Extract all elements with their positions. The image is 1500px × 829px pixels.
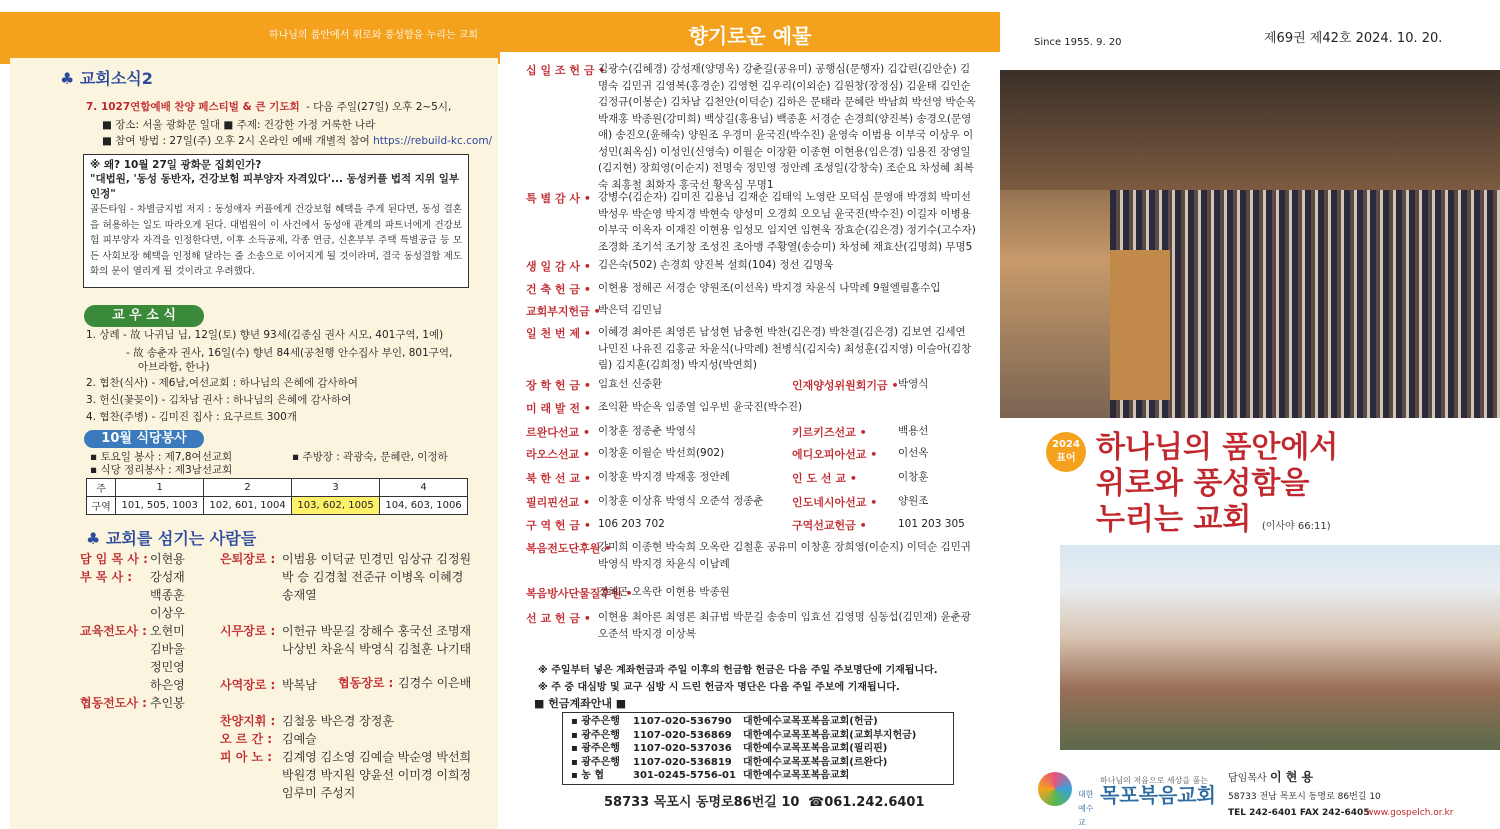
staff-role [80, 640, 150, 658]
account-holder: 대한예수교목포복음교회(르완다) [743, 756, 888, 768]
motto [1096, 430, 1338, 545]
middle-panel [500, 0, 1000, 829]
elder-role: 오 르 간 : [220, 732, 273, 746]
account-holder: 대한예수교목포복음교회(헌금) [743, 716, 878, 727]
elder-name: 임루미 주성지 [282, 786, 356, 800]
elder-role: 시무장로 : [220, 624, 276, 638]
account-number: 1107-020-536819 [633, 756, 732, 768]
elder-role [220, 568, 282, 586]
staff-name: 이상우 [150, 606, 185, 620]
issue: 제69권 제42호 2024. 10. 20. [1264, 31, 1443, 46]
offering-label: 인도네시아선교 • [792, 496, 878, 509]
offering-title: 향기로운 예물 [688, 24, 812, 48]
elder-name: 김계영 김소영 김예슬 박순영 박선희 [282, 750, 472, 764]
account-box [562, 712, 954, 785]
gyowu-item-4: 4. 협찬(주병) - 김미진 집사 : 요구르트 300개 [86, 411, 297, 423]
serve-title: ♣ 교회를 섬기는 사람들 [86, 529, 257, 548]
why-box [83, 154, 469, 288]
offering-names: 김광수(김혜경) 강성재(양명옥) 강춘길(공유미) 공행심(문행자) 김갑린(김안순) 김명숙 김민귀 김영복(홍경순) 김영현 김우리(이외순) 김원창(장정심) 김윤태 김인순 김정규(이봉순) 김차남 김천안(이덕순) 김하은 문태라 문혜란 박남희 박선영 박순옥 박재홍 박종원(강미희) 백상길(홍용님) 백종훈 서경순 손경희(양진복) 송경오(문영애) 송진오(윤해숙) 양원조 우경미 윤국진(박수진) 윤영숙 이범용 이부국 이상우 이성민(최옥심) 이성인(신영숙) 이월순 이장환 이종현 이현용(임은경) 임용진 장영일(김지현) 장희영(이순지) 전명숙 정민영 정안례 조성일(강창숙) 조순요 차성혜 최복숙 최홍철 최화자 홍국선 황옥심 무명1 [598, 63, 976, 191]
why-quote: "대법원, '동성 동반자, 건강보험 피부양자 자격있다'... 동성커플 법적 지위 일부 인정" [90, 173, 460, 200]
offering-names: 조익환 박순옥 임종열 임우빈 윤국진(박수진) [598, 401, 803, 413]
offering-names: 임효선 신중환 [598, 378, 663, 390]
meal-table-head [87, 479, 468, 497]
elder-row [220, 586, 317, 604]
offering-names: 정해곤 오옥란 이현용 박종원 [598, 586, 730, 598]
item7-place: ■ 장소: 서울 광화문 일대 ■ 주제: 건강한 가정 거룩한 나라 [102, 119, 376, 131]
footer [1000, 760, 1500, 829]
church-web[interactable]: www.gospelch.or.kr [1366, 808, 1454, 818]
staff-name: 김바울 [150, 642, 185, 656]
meal-title: 10월 식당봉사 [84, 430, 204, 448]
staff-role [80, 658, 150, 676]
offering-names: 이창훈 정종춘 박영식 [598, 425, 696, 437]
staff-role [80, 676, 150, 694]
meal-head-cell: 1 [116, 479, 204, 497]
account-row [571, 715, 945, 729]
staff-row [80, 658, 220, 676]
offering-label: 교회부지헌금 • [526, 305, 601, 318]
offering-names: 백용선 [898, 425, 929, 437]
church-address: 58733 전남 목포시 동명로 86번길 10 [1228, 792, 1381, 802]
church-prefix: 대한 예수교 [1078, 790, 1094, 827]
offering-names: 박은덕 김민님 [598, 304, 663, 316]
staff-row [80, 694, 220, 712]
staff-name: 하은영 [150, 678, 185, 692]
tagline: 하나님의 품안에서 위로와 풍성함을 누리는 교회 [268, 30, 478, 41]
elder-row [220, 712, 394, 730]
elder-role: 사역장로 : [220, 678, 276, 692]
offering-label: 르완다선교 • [526, 426, 590, 439]
elder-name: 박 승 김경철 전준규 이병옥 이혜경 [282, 570, 464, 584]
motto-line: 누리는 교회 [1096, 502, 1252, 537]
elder-name: 송재열 [282, 588, 317, 602]
account-bank: ▪ 광주은행 [571, 756, 620, 768]
left-panel [0, 0, 500, 829]
meal-table-row [87, 497, 468, 515]
staff-name: 정민영 [150, 660, 185, 674]
staff-role: 협동전도사 : [80, 696, 147, 710]
year-badge: 2024 표어 [1046, 432, 1086, 472]
meal-cell: 102, 601, 1004 [204, 497, 292, 515]
offering-names: 이혜경 최아론 최영론 남성현 남충현 박찬(김은경) 박찬결(김은경) 김보연 김세연 나민진 나유진 김홍균 차윤식(나막례) 천병식(김지숙) 최성훈(김지영) 이슬아(김창림) 김지훈(김희정) 박지성(박연희) [598, 326, 972, 371]
gyowu-title: 교 우 소 식 [84, 305, 204, 327]
account-number: 301-0245-5756-01 [633, 770, 736, 781]
offering-label: 필리핀선교 • [526, 496, 590, 509]
offering-names: 이선옥 [898, 447, 929, 459]
why-head: ※ 왜? 10월 27일 광화문 집회인가? [90, 159, 262, 171]
account-title: ■ 헌금계좌안내 ■ [534, 697, 627, 710]
meal-head-cell: 주 [87, 479, 116, 497]
staff-role [80, 604, 150, 622]
elder-role [220, 586, 282, 604]
meal-line-1: ▪ 토요일 봉사 : 제7,8여선교회 [90, 451, 233, 463]
staff-name: 백종훈 [150, 588, 185, 602]
offering-names: 이창훈 이상휴 박영식 오준석 정종춘 [598, 495, 764, 507]
offering-label: 장 학 헌 금 • [526, 379, 591, 392]
elder-name: 박복남 [282, 678, 317, 692]
offering-label: 구역선교헌금 • [792, 519, 867, 532]
elder-row [220, 622, 471, 640]
elder-row [220, 784, 355, 802]
account-row [571, 769, 945, 783]
verse: (이사야 66:11) [1261, 521, 1331, 532]
account-number: 1107-020-537036 [633, 743, 732, 754]
gyowu-item-2: 2. 협찬(식사) - 제6남,여선교회 : 하나님의 은혜에 감사하여 [86, 377, 358, 389]
meal-head-cell: 4 [380, 479, 468, 497]
pastor-label: 담임목사 [1228, 773, 1267, 784]
pastor-name: 이 현 용 [1270, 770, 1314, 784]
staff-role: 담 임 목 사 : [80, 552, 148, 566]
offering-names: 101 203 305 [898, 518, 965, 530]
account-bank: ▪ 농 협 [571, 770, 605, 781]
account-bank: ▪ 광주은행 [571, 743, 620, 754]
offering-label: 건 축 헌 금 • [526, 283, 591, 296]
elder-role [220, 640, 282, 658]
offering-label: 인재양성위원회기금 • [792, 379, 899, 392]
church-logo-icon [1038, 772, 1072, 806]
offering-names: 강미희 이종현 박숙희 오옥란 김철훈 공유미 이창훈 장희영(이순지) 이덕순 김민귀 박영식 박지경 차윤식 이남례 [598, 541, 971, 570]
gyowu-item-1b: - 故 송춘자 권사, 16일(수) 향년 84세(공천행 안수집사 부인, 801구역, [126, 347, 453, 359]
offering-label: 복음전도단후원 • [526, 542, 612, 555]
account-holder: 대한예수교목포복음교회 [743, 770, 850, 781]
church-name: 목포복음교회 [1100, 783, 1216, 807]
why-body: 골든타임 - 차별금지법 저지 : 동성애자 커플에게 건강보험 혜택을 주게 된다면, 동성 결혼을 허용하는 일도 따라오게 된다. 대법원이 이 사건에서 동성애 관계의 파트너에게 건강보험 피부양자 자격을 인정한다면, 이후 소득공제, 각종 연금, 신혼부부 주택 특별공급 등 모든 사회보장 혜택을 인정해 달라는 줄 소송으로 이어지게 될 것이라며, 결국 동성결합 제도화의 문이 열리게 될 것이라고 우려했다. [90, 204, 462, 277]
elder-role [220, 784, 282, 802]
account-row [571, 756, 945, 770]
elder-row [220, 676, 317, 694]
elder-name: 이헌규 박문길 장해수 홍국선 조명재 [282, 624, 472, 638]
cover-panel [1000, 0, 1500, 829]
offering-label: 특 별 감 사 • [526, 192, 591, 205]
account-row [571, 742, 945, 756]
staff-role: 부 목 사 : [80, 570, 133, 584]
offering-names: 양원조 [898, 495, 929, 507]
notice-1: ※ 주일부터 넣은 계좌헌금과 주일 이후의 헌금함 헌금은 다음 주일 주보명단에 기재됩니다. [538, 665, 938, 676]
offering-names: 이창훈 [898, 471, 929, 483]
elder-role [220, 766, 282, 784]
elder-name: 김철웅 박은경 장정훈 [282, 714, 394, 728]
church-building-photo [1060, 545, 1500, 750]
cooperative-label: 협동장로 : [338, 676, 394, 690]
offering-names: 박영식 [898, 378, 929, 390]
staff-name: 강성재 [150, 570, 185, 584]
staff-role: 교육전도사 : [80, 624, 147, 638]
item7-tail: - 다음 주일(27일) 오후 2~5시, [306, 101, 452, 113]
gyowu-item-1c: 아브라함, 한나) [138, 361, 210, 373]
elder-name: 나상빈 차윤식 박영식 김철훈 나기태 [282, 642, 472, 656]
offering-names: 이현용 최아론 최영론 최규범 박문길 송송미 임효선 김영명 심동섭(김민재) 윤춘광 오준석 박지경 이상복 [598, 611, 971, 640]
staff-row [80, 586, 220, 604]
offering-label: 선 교 헌 금 • [526, 612, 591, 625]
staff-row [80, 604, 220, 622]
elder-row [220, 640, 471, 658]
meal-line-2: ▪ 식당 정리봉사 : 제3남선교회 [90, 464, 233, 476]
offering-names: 김은숙(502) 손경희 양진복 설희(104) 정선 김명욱 [598, 259, 834, 271]
offering-label: 일 천 번 제 • [526, 327, 591, 340]
stage [1000, 70, 1500, 190]
church-tag: 하나님의 저음으로 세상을 품는 [1100, 776, 1209, 785]
account-bank: ▪ 광주은행 [571, 729, 620, 741]
account-holder: 대한예수교목포복음교회(교회부지헌금) [743, 729, 917, 741]
staff-row [80, 622, 220, 640]
offering-names: 강병수(김순자) 김미진 김용님 김재순 김태익 노영란 모덕심 문영애 박경희 박미선 박성우 박순영 박지경 박현숙 양성미 오경희 오오님 윤국진(박수진) 이길자 이병용 이부국 이옥자 이재진 이현용 임성모 임지연 임현욱 장효순(김은경) 정기수(고수자) 조경화 조기석 조기창 조성진 조아맹 주황열(송승미) 차성혜 채효산(김명희) 무명5 [598, 191, 976, 253]
meal-head-cell: 3 [292, 479, 380, 497]
staff-row [80, 568, 220, 586]
wooden-cross [1110, 250, 1170, 400]
staff-row [80, 550, 220, 568]
offering-label: 인 도 선 교 • [792, 472, 857, 485]
offering-label: 라오스선교 • [526, 448, 590, 461]
news2-title: ♣ 교회소식2 [60, 69, 153, 88]
account-number: 1107-020-536869 [633, 729, 732, 741]
gyowu-item-3: 3. 헌신(꽃꽂이) - 김차남 권사 : 하나님의 은혜에 감사하여 [86, 394, 352, 406]
elder-row [220, 568, 463, 586]
elder-row [220, 730, 317, 748]
meal-head-cell: 2 [204, 479, 292, 497]
offering-names: 이현용 정해곤 서경순 양원조(이선옥) 박지경 차윤식 나막례 9월엘림홀수입 [598, 282, 941, 294]
staff-role [80, 586, 150, 604]
meal-cell: 구역 [87, 497, 116, 515]
offering-label: 키르키즈선교 • [792, 426, 867, 439]
elder-row [220, 766, 471, 784]
elder-row [220, 748, 471, 766]
staff-row [80, 640, 220, 658]
offering-names: 106 203 702 [598, 518, 665, 530]
meal-table [86, 478, 468, 515]
elder-name: 김예슬 [282, 732, 317, 746]
item7-title: 7. 1027연합예배 찬양 페스티벌 & 큰 기도회 [86, 101, 300, 113]
notice-2: ※ 주 중 대심방 및 교구 심방 시 드린 헌금자 명단은 다음 주일 주보에 기재됩니다. [538, 682, 900, 693]
elder-name: 박원경 박지원 양윤선 이미경 이희정 [282, 768, 472, 782]
elder-role: 피 아 노 : [220, 750, 273, 764]
offering-label: 에디오피아선교 • [792, 448, 878, 461]
offering-label: 미 래 발 전 • [526, 402, 591, 415]
worship-photo [1000, 70, 1500, 418]
cooperative-name: 김경수 이은배 [398, 676, 472, 690]
phone: ☎061.242.6401 [808, 795, 925, 810]
staff-name: 이현용 [150, 552, 185, 566]
since: Since 1955. 9. 20 [1034, 37, 1122, 48]
meal-cell: 104, 603, 1006 [380, 497, 468, 515]
offering-label: 십 일 조 헌 금 • [526, 64, 606, 77]
elder-row [220, 550, 471, 568]
offering-names: 이창훈 박지경 박재홍 정안례 [598, 471, 730, 483]
account-bank: ▪ 광주은행 [571, 716, 620, 727]
item7-online: ■ 참여 방법 : 27일(주) 오후 2시 온라인 예배 개별적 참여 https://rebuild-kc.com/ [102, 135, 493, 147]
offering-names: 이창훈 이월순 박선희(902) [598, 447, 725, 459]
offering-label: 북 한 선 교 • [526, 472, 591, 485]
meal-cell: 101, 505, 1003 [116, 497, 204, 515]
offering-label: 복음방사단물질후원 • [526, 587, 633, 600]
offering-label: 생 일 감 사 • [526, 260, 591, 273]
staff-list [80, 550, 220, 712]
church-tel: TEL 242-6401 FAX 242-6405 [1228, 808, 1370, 818]
motto-line: 위로와 풍성함을 [1096, 466, 1310, 501]
staff-row [80, 676, 220, 694]
elder-name: 이범용 이덕균 민경민 임상규 김정원 [282, 552, 472, 566]
account-holder: 대한예수교목포복음교회(필리핀) [743, 743, 888, 754]
meal-line-1b: ▪ 주방장 : 곽광숙, 문혜란, 이정하 [292, 451, 448, 463]
elder-role: 은퇴장로 : [220, 552, 276, 566]
offering-label: 구 역 헌 금 • [526, 519, 591, 532]
gyowu-item-1: 1. 상례 - 故 나귀님 님, 12일(토) 향년 93세(김종심 권사 시모, 401구역, 1예) [86, 329, 444, 341]
staff-name: 오현미 [150, 624, 185, 638]
motto-line: 하나님의 품안에서 [1096, 430, 1339, 465]
meal-cell: 103, 602, 1005 [292, 497, 380, 515]
staff-name: 추인봉 [150, 696, 185, 710]
elder-role: 찬양지휘 : [220, 714, 276, 728]
rebuild-link[interactable]: https://rebuild-kc.com/ [373, 135, 493, 147]
account-number: 1107-020-536790 [633, 716, 732, 727]
account-row [571, 729, 945, 743]
address: 58733 목포시 동명로86번길 10 [604, 795, 800, 810]
